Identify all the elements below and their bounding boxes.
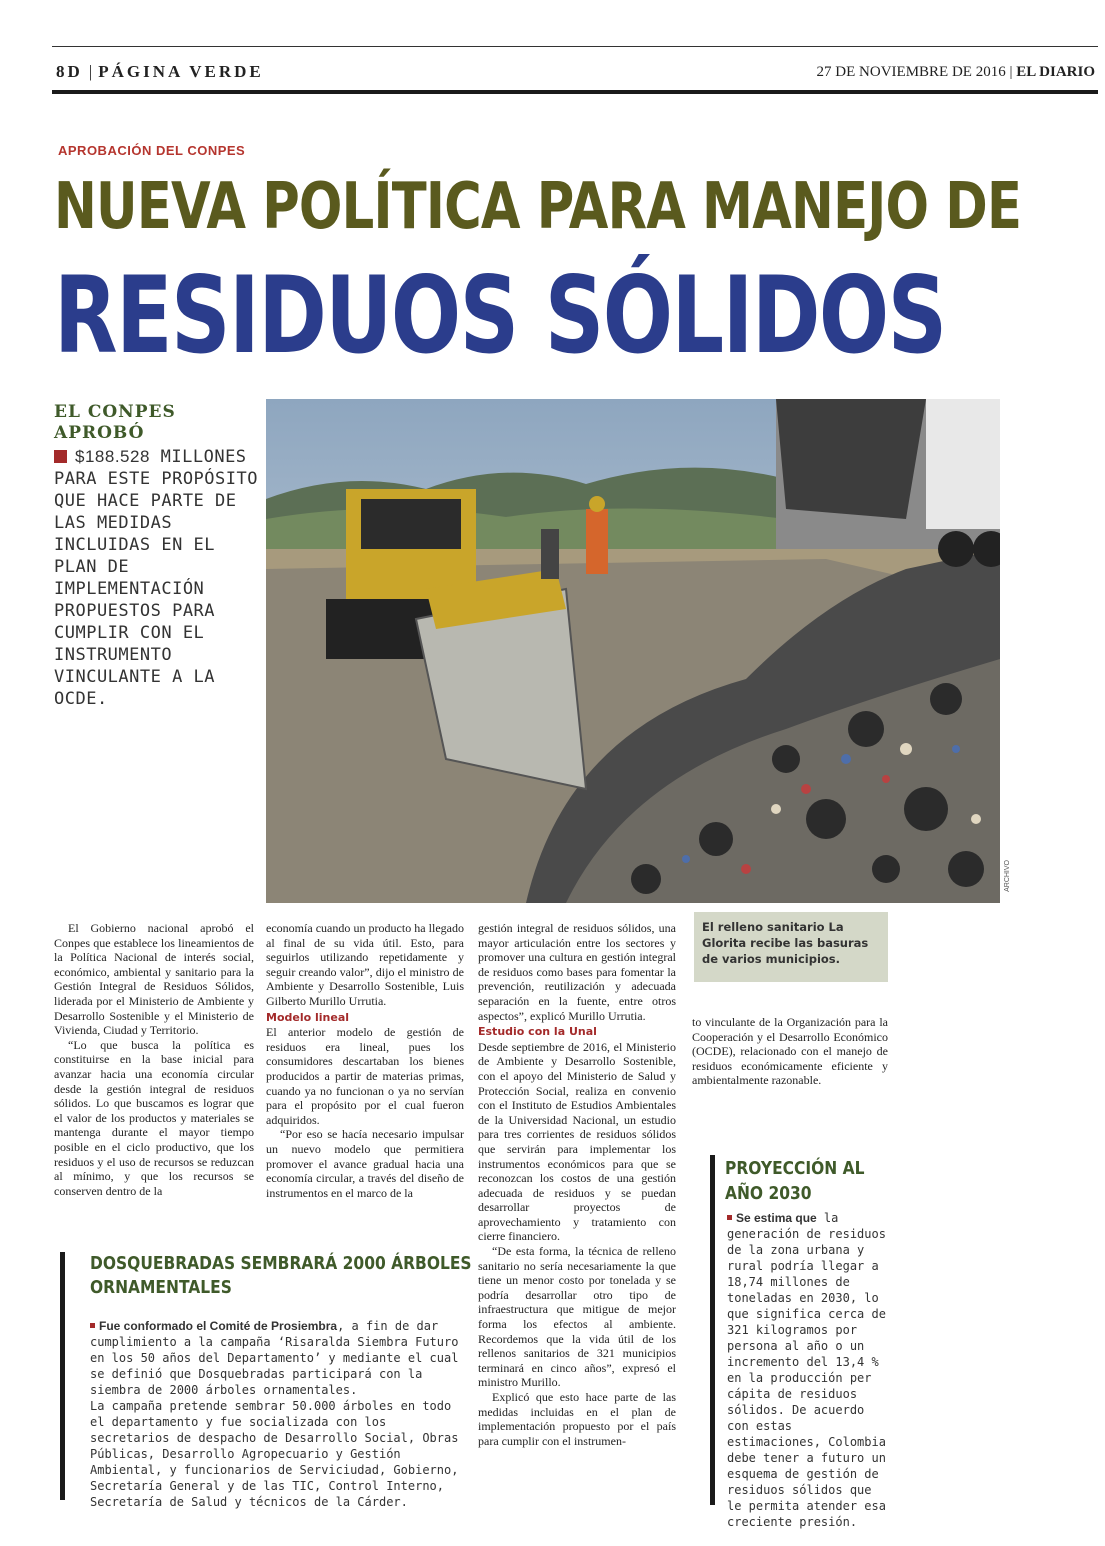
paragraph: La campaña pretende sembrar 50.000 árboles en todo el departamento y fue socializada con los secretarios de despacho de Desarrollo Social, Obras Públicas, Desarrollo Agropecuario y Gestión Ambiental, y funcionarios de Serviciudad, Gobierno, Secretaría General y de las TIC, Control Interno, Secretaría de Salud y técnicos de la Cárder. [90,1399,459,1509]
article-kicker: APROBACIÓN DEL CONPES [58,143,246,158]
sidebar-body: MILLONES PARA ESTE PROPÓSITO QUE HACE PARTE DE LAS MEDIDAS INCLUIDAS EN EL PLAN DE IMPLEMENTACIÓN PROPUESTOS PARA CUMPLIR CON EL INSTRUMENTO VINCULANTE A LA OCDE. [54,447,258,709]
sidebar-title [54,402,176,444]
article-column-4 [692,1015,888,1088]
sidebar-text [54,446,259,710]
subhead-modelo-lineal: Modelo lineal [266,1010,350,1024]
red-square-bullet-icon [54,450,67,463]
paragraph: “Lo que busca la política es constituirse en la base inicial para avanzar hacia una economía circular desde la gestión integral de residuos sólidos. Lo que buscamos es lograr que el valor de los productos y materiales se mantenga durante el mayor tiempo posible en el ciclo productivo, que los residuos y el uso de recursos se reduzcan al mínimo, y que los recursos se conserven dentro de la [54,1037,254,1198]
top-rule [52,46,1098,47]
bullet-icon [90,1323,95,1328]
article-column-3 [478,921,676,1448]
issue-date: 27 DE NOVIEMBRE DE 2016 [816,64,1006,80]
paragraph: to vinculante de la Organización para la Cooperación y el Desarrollo Económico (OCDE), relacionado con el manejo de residuos económicamente eficiente y ambientalmente razonable. [692,1015,888,1088]
photo-credit: ARCHIVO [1004,860,1011,892]
sidebar-title-line-2: APROBÓ [54,423,145,443]
bullet-icon [727,1215,732,1220]
box-proyeccion-title-line-2: AÑO 2030 [725,1183,812,1204]
newspaper-name: EL DIARIO [1016,64,1095,80]
headline-line-2: RESIDUOS SÓLIDOS [54,254,946,377]
box-dosquebradas-title-line-2: ORNAMENTALES [90,1277,232,1298]
box-text: la generación de residuos de la zona urbana y rural podría llegar a 18,74 millones de toneladas en 2030, lo que significa cerca de 321 kilogramos por persona al año o un incremento del 13,4 % en la producción per cápita de residuos sólidos. De acuerdo con estas estimaciones, Colombia debe tener a futuro un esquema de gestión de residuos sólidos que le permita atender esa creciente presión. [727,1211,886,1529]
box-lead: Se estima que [736,1211,817,1225]
box-dosquebradas-body [90,1318,470,1510]
headline-line-1: NUEVA POLÍTICA PARA MANEJO DE [54,170,1022,244]
paragraph: economía cuando un producto ha llegado al final de su vida útil. Esto, para seguirlos utilizando repetidamente y seguir creando valor”, dijo el ministro de Ambiente y Desarrollo Sostenible, Luis Gilberto Murillo Urrutia. [266,921,464,1008]
paragraph: El Gobierno nacional aprobó el Conpes que establece los lineamientos de la Política Nacional de interés social, económico, ambiental y sanitario para la Gestión Integral de Residuos Sólidos, liderada por el Ministerio de Ambiente y Desarrollo Sostenible y el Ministerio de Vivienda, Ciudad y Territorio. [54,921,254,1038]
box-lead: Fue conformado el Comité de Prosiembra [99,1319,338,1333]
paragraph: El anterior modelo de gestión de residuos era lineal, pues los consumidores descartaban los bienes producidos a partir de materias primas, cuando ya no funcionan o ya no servían para el propósito por el cual fueron adquiridos. [266,1025,464,1127]
box-dosquebradas-title-line-1: DOSQUEBRADAS SEMBRARÁ 2000 ÁRBOLES [90,1253,472,1274]
box-dosquebradas-title [90,1252,472,1300]
paragraph: gestión integral de residuos sólidos, una mayor articulación entre los sectores y promover una cultura en gestión integral de residuos como bases para fomentar la prevención, reutilización y adecuada separación en la fuente, entre otros aspectos”, explicó Murillo Urrutia. [478,921,676,1023]
box-dosquebradas-bar [60,1252,65,1500]
box-proyeccion-title-line-1: PROYECCIÓN AL [725,1158,865,1179]
paragraph: “Por eso se hacía necesario impulsar un nuevo modelo que permitiera promover el avance gradual hacia una economía circular, a través del diseño de instrumentos en el marco de la [266,1127,464,1200]
article-column-1 [54,921,254,1198]
masthead-rule [52,90,1098,94]
paragraph: “De esta forma, la técnica de relleno sanitario no sería necesariamente la que tiene un menor costo por tonelada y se podría desarrollar otro tipo de infraestructura que mitigue de mejor forma los efectos al ambiente. Recordemos que la vida útil de los rellenos sanitarios de 321 municipios terminará en cinco años”, expresó el ministro Murillo. [478,1244,676,1390]
page-number: 8D [56,62,83,81]
box-text: , a fin de dar cumplimiento a la campaña ‘Risaralda Siembra Futuro en los 50 años del Departamento’ y mediante el cual se definió que Dosquebradas participará con la siembra de 2000 árboles ornamentales. [90,1319,459,1397]
page-folio [56,62,264,82]
sidebar-amount: $188.528 [75,447,150,466]
paragraph [90,1318,470,1398]
folio-divider: | [88,62,93,81]
section-name: PÁGINA VERDE [98,62,264,81]
article-column-2 [266,921,464,1200]
dateline: 27 DE NOVIEMBRE DE 2016 | EL DIARIO [816,64,1095,80]
landfill-illustration [266,399,1000,903]
subhead-estudio-unal: Estudio con la Unal [478,1025,597,1039]
paragraph: Desde septiembre de 2016, el Ministerio de Ambiente y Desarrollo Sostenible, con el apoyo del Ministerio de Salud y Protección Social, realiza en convenio con el Instituto de Estudios Ambientales de la Universidad Nacional, un estudio para tres corrientes de residuos sólidos que servirán para implementar los instrumentos económicos para que se reconozcan los costos de una gestión adecuada de residuos y se puedan desarrollar proyectos de aprovechamiento y tratamiento con cierre financiero. [478,1039,676,1244]
photo-caption: El relleno sanitario La Glorita recibe las basuras de varios municipios. [694,912,888,982]
sidebar-title-line-1: EL CONPES [54,402,176,422]
paragraph: Explicó que esto hace parte de las medidas incluidas en el plan de implementación propuesto por el país para cumplir con el instrumen- [478,1390,676,1448]
box-proyeccion-body [727,1210,887,1530]
landfill-photo [266,399,1000,903]
box-proyeccion-title [725,1156,863,1206]
box-proyeccion-bar [710,1155,715,1505]
